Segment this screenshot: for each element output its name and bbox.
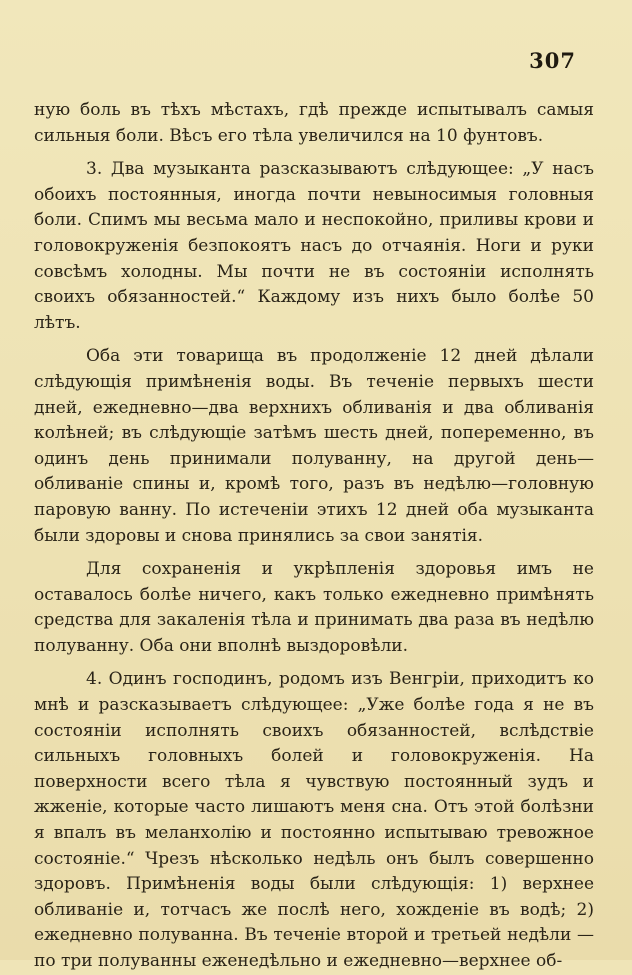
paragraph-case-3: 3. Два музыканта разсказываютъ слѣдующее: „У насъ обоихъ постоянныя, иногда почти невыносимыя головныя боли. Спимъ мы весьма мало и неспокойно, приливы крови и головокруженія безпокоятъ насъ до отчаянія. Ноги и руки совсѣмъ холодны. Мы почти не въ состояніи исполнять своихъ обязанностей.“ Каждому изъ нихъ было болѣе 50 лѣтъ. bbox=[34, 159, 594, 333]
paragraph-treatment: Оба эти товарища въ продолженіе 12 дней дѣлали слѣдующія примѣненія воды. Въ теченіе первыхъ шести дней, ежедневно—два верхнихъ обливанія и два обливанія колѣней; въ слѣдующіе затѣмъ шесть дней, попеременно, въ одинъ день принимали полуванну, на другой день—обливаніе спины и, кромѣ того, разъ въ недѣлю—головную паровую ванну. По истеченіи этихъ 12 дней оба музыканта были здоровы и снова принялись за свои занятія. bbox=[34, 346, 594, 546]
paragraph-continuation: ную боль въ тѣхъ мѣстахъ, гдѣ прежде испытывалъ самыя сильныя боли. Вѣсъ его тѣла увеличился на 10 фунтовъ. bbox=[34, 100, 594, 146]
body-text bbox=[34, 98, 594, 975]
page-number: 307 bbox=[529, 48, 576, 73]
paragraph-maintenance: Для сохраненія и укрѣпленія здоровья имъ не оставалось болѣе ничего, какъ только ежедневно примѣнять средства для закаленія тѣла и принимать два раза въ недѣлю полуванну. Оба они вполнѣ выздоровѣли. bbox=[34, 559, 594, 656]
paragraph-case-4: 4. Одинъ господинъ, родомъ изъ Венгріи, приходитъ ко мнѣ и разсказываетъ слѣдующее: „Уже болѣе года я не въ состояніи исполнять своихъ обязанностей, вслѣдствіе сильныхъ головныхъ болей и головокруженія. На поверхности всего тѣла я чувствую постоянный зудъ и жженіе, которые часто лишаютъ меня сна. Отъ этой болѣзни я впалъ въ меланхолію и постоянно испытываю тревожное состояніе.“ Чрезъ нѣсколько недѣль онъ былъ совершенно здоровъ. Примѣненія воды были слѣдующія: 1) верхнее обливаніе и, тотчасъ же послѣ него, хожденіе въ водѣ; 2) ежедневно полуванна. Въ теченіе второй и третьей недѣли —по три полуванны еженедѣльно и ежедневно—верхнее об- bbox=[34, 669, 594, 971]
